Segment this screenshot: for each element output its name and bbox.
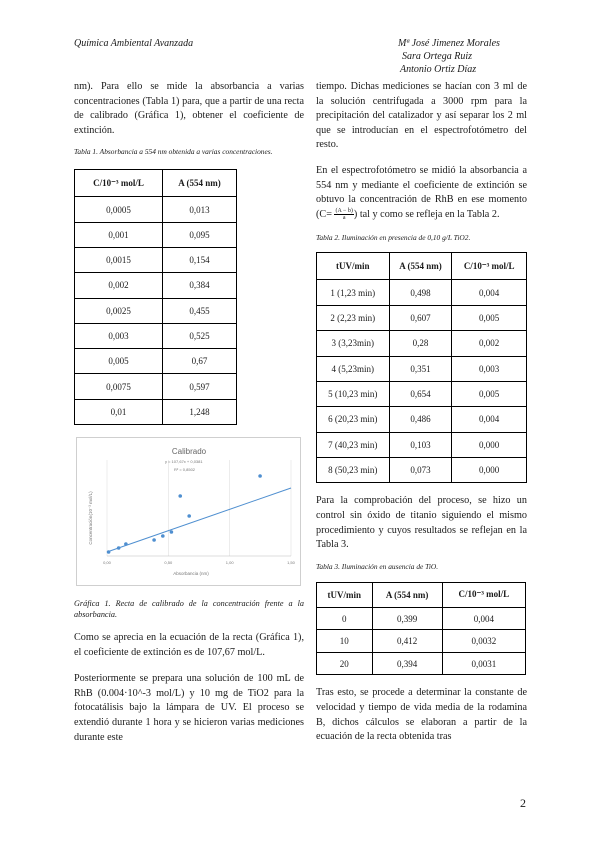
table-row	[75, 222, 237, 247]
data-point	[178, 494, 182, 498]
table-cell: 0,384	[162, 273, 236, 298]
table-header-row	[317, 582, 526, 607]
legend-r2: R² = 0,8502	[174, 467, 196, 472]
author-1: Mª José Jimenez Morales	[398, 38, 500, 49]
table-cell: 0,005	[452, 305, 527, 330]
paragraph: tiempo. Dichas mediciones se hacían con 3 ml de la solución centrifugada a 3000 rpm para la precipitación del catalizador y así separar los 2 ml que se introducían en el espectrofotómetro del resto.	[316, 81, 527, 151]
table-cell: 0,0032	[442, 630, 525, 653]
table-cell: 0,0075	[75, 374, 163, 399]
table-row	[317, 652, 526, 675]
chart-title: Calibrado	[171, 447, 207, 456]
table-row	[317, 305, 527, 330]
table-cell: 0	[317, 607, 373, 630]
table-1	[74, 169, 237, 425]
table-header-cell: A (554 nm)	[162, 170, 236, 197]
left-column	[74, 80, 304, 425]
table-cell: 0,003	[452, 356, 527, 381]
table-row	[317, 331, 527, 356]
x-ticks	[103, 560, 296, 565]
table-cell: 7 (40,23 min)	[317, 432, 390, 457]
formula-denominator: a	[342, 214, 346, 221]
data-point	[170, 530, 174, 534]
data-point	[161, 534, 165, 538]
page-number: 2	[520, 796, 526, 810]
table-cell: 0,004	[442, 607, 525, 630]
table-header-cell: tUV/min	[317, 253, 390, 280]
table1-caption: Tabla 1. Absorbancia a 554 nm obtenida a varias concentraciones.	[74, 147, 273, 157]
table-cell: 0,412	[372, 630, 442, 653]
table-cell: 0,000	[452, 432, 527, 457]
table-header-cell: C/10⁻³ mol/L	[442, 582, 525, 607]
table-header-row	[317, 253, 527, 280]
paragraph: nm). Para ello se mide la absorbancia a varias concentraciones (Tabla 1) para, que a partir de una recta de calibrado (Gráfica 1), obtener el coeficiente de extinción.	[74, 81, 304, 136]
data-point	[258, 474, 262, 478]
table-row	[75, 247, 237, 272]
table-header-row	[75, 170, 237, 197]
x-axis-label: Absorbancia (nm)	[173, 571, 209, 576]
table-row	[317, 407, 527, 432]
paragraph-text: En el espectrofotómetro se midió la absorbancia a 554 nm y mediante el coeficiente de extinción se obtuvo la concentración de RhB en ese momento (C=	[316, 164, 527, 220]
table-row	[317, 432, 527, 457]
table3-caption: Tabla 3. Iluminación en ausencia de TiO.	[316, 561, 439, 571]
table-row	[317, 607, 526, 630]
table2-caption: Tabla 2. Iluminación en presencia de 0,10 g/L TiO2.	[316, 233, 471, 243]
formula-numerator: (A − b)	[335, 207, 353, 214]
x-tick-label: 1,00	[225, 560, 234, 565]
x-tick-label: 0,00	[103, 560, 111, 565]
table-cell: 4 (5,23min)	[317, 356, 390, 381]
table-cell: 0,351	[389, 356, 452, 381]
left-column-lower	[74, 598, 304, 745]
formula	[334, 208, 353, 221]
table-cell: 0,01	[75, 399, 163, 424]
running-header: Química Ambiental Avanzada	[74, 38, 194, 49]
table-header-cell: A (554 nm)	[372, 582, 442, 607]
table-3	[316, 582, 526, 676]
table-cell: 5 (10,23 min)	[317, 381, 390, 406]
data-point	[117, 546, 121, 550]
table-cell: 0,0005	[75, 197, 163, 222]
table-cell: 20	[317, 652, 373, 675]
paragraph-text: ) tal y como se refleja en la Tabla 2.	[353, 208, 500, 220]
x-tick-label: 0,50	[164, 560, 173, 565]
table-row	[75, 298, 237, 323]
trend-line	[107, 488, 291, 552]
paragraph: Tras esto, se procede a determinar la constante de velocidad y tiempo de vida media de la rodamina B, dichos cálculos se elaboran a partir de la ecuación de la recta obtenida tras	[316, 687, 527, 743]
table-cell: 0,005	[75, 349, 163, 374]
table-cell: 0,004	[452, 407, 527, 432]
table-row	[317, 280, 527, 305]
table-row	[75, 374, 237, 399]
chart-grid	[107, 460, 291, 556]
table-cell: 0,399	[372, 607, 442, 630]
paragraph: Posteriormente se prepara una solución de 100 mL de RhB (0.004·10^-3 mol/L) y 10 mg de TiO2 para la fotocatálisis bajo la lámpara de UV. El proceso se extendió durante 1 hora y se hicieron varias mediciones durante este	[74, 673, 304, 743]
graph-caption: Gráfica 1. Recta de calibrado de la concentración frente a la absorbancia.	[74, 599, 304, 619]
author-2: Sara Ortega Ruiz	[402, 51, 472, 62]
table-cell: 0,004	[452, 280, 527, 305]
table-cell: 10	[317, 630, 373, 653]
table-cell: 0,607	[389, 305, 452, 330]
table-cell: 0,002	[75, 273, 163, 298]
table-cell: 1,248	[162, 399, 236, 424]
data-point	[187, 514, 191, 518]
table-cell: 0,013	[162, 197, 236, 222]
y-axis-label: Concentración(10⁻³ mol/L)	[88, 491, 93, 545]
table-row	[317, 458, 527, 483]
table-cell: 0,597	[162, 374, 236, 399]
table-row	[317, 381, 527, 406]
table-cell: 0,095	[162, 222, 236, 247]
right-column	[316, 80, 527, 745]
table-cell: 0,103	[389, 432, 452, 457]
table-cell: 0,67	[162, 349, 236, 374]
table-header-cell: tUV/min	[317, 582, 373, 607]
table-cell: 0,654	[389, 381, 452, 406]
table-cell: 3 (3,23min)	[317, 331, 390, 356]
table-cell: 0,002	[452, 331, 527, 356]
paragraph: Como se aprecia en la ecuación de la recta (Gráfica 1), el coeficiente de extinción es de 107,67 mol/L.	[74, 632, 304, 658]
table-cell: 0,486	[389, 407, 452, 432]
paragraph: Para la comprobación del proceso, se hizo un control sin óxido de titanio siguiendo el mismo procedimiento y cuyos resultados se reflejan en la Tabla 3.	[316, 495, 527, 551]
table-row	[317, 356, 527, 381]
table-cell: 0,0031	[442, 652, 525, 675]
paragraph	[316, 164, 527, 222]
table-cell: 0,0025	[75, 298, 163, 323]
table-cell: 2 (2,23 min)	[317, 305, 390, 330]
table-header-cell: A (554 nm)	[389, 253, 452, 280]
table-cell: 0,005	[452, 381, 527, 406]
chart-svg	[77, 438, 300, 585]
table-2	[316, 252, 527, 483]
data-point	[107, 550, 111, 554]
table-header-cell: C/10⁻³ mol/L	[75, 170, 163, 197]
authors-block	[398, 37, 500, 76]
table-cell: 0,455	[162, 298, 236, 323]
table-cell: 0,003	[75, 323, 163, 348]
table-cell: 0,0015	[75, 247, 163, 272]
table-cell: 0,394	[372, 652, 442, 675]
table-header-cell: C/10⁻³ mol/L	[452, 253, 527, 280]
table-cell: 0,001	[75, 222, 163, 247]
table-row	[75, 273, 237, 298]
table-row	[75, 197, 237, 222]
table-cell: 0,000	[452, 458, 527, 483]
legend-equation: y = 107,67x + 0,0381	[165, 459, 203, 464]
table-row	[75, 349, 237, 374]
data-point	[124, 542, 128, 546]
table-cell: 0,498	[389, 280, 452, 305]
author-3: Antonio Ortiz Díaz	[400, 64, 477, 75]
chart-points	[107, 474, 262, 554]
table-row	[75, 399, 237, 424]
table-row	[75, 323, 237, 348]
calibration-chart	[76, 437, 301, 586]
table-cell: 0,154	[162, 247, 236, 272]
table-cell: 0,073	[389, 458, 452, 483]
table-cell: 0,525	[162, 323, 236, 348]
table-row	[317, 630, 526, 653]
table-cell: 8 (50,23 min)	[317, 458, 390, 483]
data-point	[152, 538, 156, 542]
x-tick-label: 1,50	[287, 560, 295, 565]
table-cell: 1 (1,23 min)	[317, 280, 390, 305]
table-cell: 6 (20,23 min)	[317, 407, 390, 432]
table-cell: 0,28	[389, 331, 452, 356]
